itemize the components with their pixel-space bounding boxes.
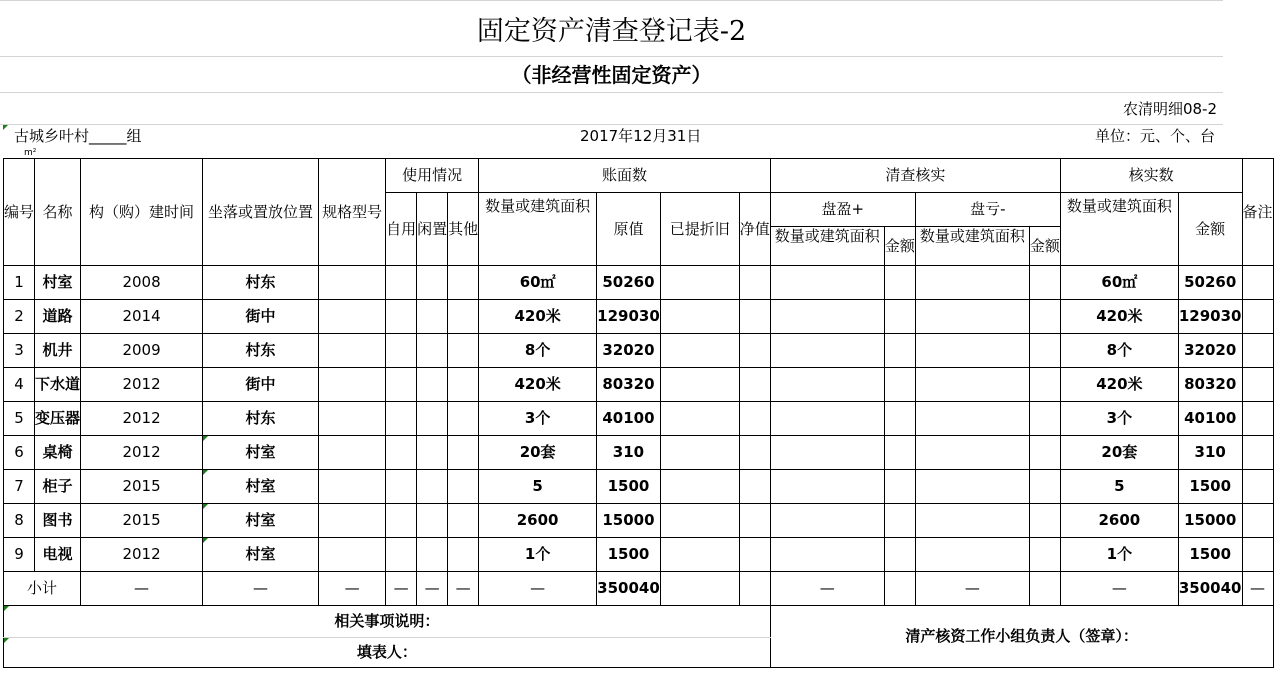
header-checked: 核实数 [1060, 159, 1242, 193]
cell-checked-qty: 1个 [1060, 538, 1178, 572]
cell-name: 柜子 [35, 470, 81, 504]
cell-id: 7 [4, 470, 35, 504]
table-row [4, 402, 1274, 436]
cell-id: 3 [4, 334, 35, 368]
header-build-time: 构（购）建时间 [81, 159, 203, 266]
cell-original: 40100 [597, 402, 661, 436]
cell-checked-amount: 129030 [1178, 300, 1242, 334]
cell-original: 50260 [597, 266, 661, 300]
subtotal-dash: — [770, 572, 884, 606]
cell-checked-amount: 40100 [1178, 402, 1242, 436]
cell-qty: 20套 [479, 436, 597, 470]
header-verify: 清查核实 [770, 159, 1060, 193]
cell-id: 9 [4, 538, 35, 572]
cell-checked-amount: 1500 [1178, 470, 1242, 504]
cell-name: 图书 [35, 504, 81, 538]
cell-name: 机井 [35, 334, 81, 368]
subtotal-dash: — [1242, 572, 1273, 606]
subtotal-dash: — [1060, 572, 1178, 606]
table-row [4, 368, 1274, 402]
subtotal-dash: — [479, 572, 597, 606]
cell-year: 2008 [81, 266, 203, 300]
subtotal-row [4, 572, 1274, 606]
header-original: 原值 [597, 193, 661, 266]
cell-id: 8 [4, 504, 35, 538]
header-deficit: 盘亏- [915, 193, 1060, 227]
cell-location: 村室 [203, 470, 319, 504]
subtotal-label: 小计 [4, 572, 81, 606]
cell-checked-amount: 50260 [1178, 266, 1242, 300]
cell-name: 下水道 [35, 368, 81, 402]
cell-location: 街中 [203, 300, 319, 334]
subtotal-dash: — [448, 572, 479, 606]
cell-id: 2 [4, 300, 35, 334]
table-row [4, 334, 1274, 368]
cell-checked-amount: 32020 [1178, 334, 1242, 368]
subtotal-dash: — [319, 572, 386, 606]
subtotal-original: 350040 [597, 572, 661, 606]
cell-original: 129030 [597, 300, 661, 334]
cell-id: 4 [4, 368, 35, 402]
cell-year: 2014 [81, 300, 203, 334]
header-idle: 闲置 [417, 193, 448, 266]
header-surplus-amount: 金额 [884, 227, 915, 266]
notes-label: 相关事项说明： [4, 606, 771, 638]
header-deficit-amount: 金额 [1029, 227, 1060, 266]
cell-checked-qty: 420米 [1060, 368, 1178, 402]
report-date: 2017年12月31日 [580, 127, 702, 145]
form-code: 农清明细08-2 [1122, 100, 1217, 118]
cell-qty: 3个 [479, 402, 597, 436]
cell-original: 1500 [597, 470, 661, 504]
cell-checked-qty: 5 [1060, 470, 1178, 504]
cell-checked-amount: 310 [1178, 436, 1242, 470]
cell-year: 2009 [81, 334, 203, 368]
cell-location: 村东 [203, 334, 319, 368]
cell-original: 1500 [597, 538, 661, 572]
cell-year: 2012 [81, 402, 203, 436]
cell-id: 1 [4, 266, 35, 300]
cell-year: 2012 [81, 368, 203, 402]
header-name: 名称 [35, 159, 81, 266]
subtotal-dash: — [203, 572, 319, 606]
table-row [4, 470, 1274, 504]
cell-original: 15000 [597, 504, 661, 538]
header-checked-qty: 数量或建筑面积 [1060, 193, 1178, 266]
cell-checked-qty: 2600 [1060, 504, 1178, 538]
header-deficit-qty: 数量或建筑面积 [915, 227, 1029, 266]
header-depreciation: 已提折旧 [660, 193, 739, 266]
cell-original: 32020 [597, 334, 661, 368]
cell-qty: 5 [479, 470, 597, 504]
header-surplus-qty: 数量或建筑面积 [770, 227, 884, 266]
cell-checked-qty: 3个 [1060, 402, 1178, 436]
header-location: 坐落或置放位置 [203, 159, 319, 266]
cell-location: 村室 [203, 504, 319, 538]
unit-label: 单位：元、个、台 [1094, 127, 1215, 145]
header-id: 编号 [4, 159, 35, 266]
cell-year: 2012 [81, 538, 203, 572]
header-checked-amount: 金额 [1178, 193, 1242, 266]
gridline [0, 56, 1223, 57]
cell-location: 村东 [203, 402, 319, 436]
table-row [4, 300, 1274, 334]
cell-name: 道路 [35, 300, 81, 334]
cell-name: 变压器 [35, 402, 81, 436]
filler-label: 填表人： [4, 638, 771, 668]
table-row [4, 266, 1274, 300]
cell-checked-qty: 60㎡ [1060, 266, 1178, 300]
header-book-qty: 数量或建筑面积 [479, 193, 597, 266]
header-spec: 规格型号 [319, 159, 386, 266]
cell-checked-amount: 1500 [1178, 538, 1242, 572]
cell-original: 310 [597, 436, 661, 470]
cell-year: 2012 [81, 436, 203, 470]
header-net: 净值 [739, 193, 770, 266]
village-label: 古城乡叶村_____组 [14, 127, 142, 145]
form-subtitle: （非经营性固定资产） [511, 63, 712, 87]
cell-checked-qty: 20套 [1060, 436, 1178, 470]
cell-qty: 420米 [479, 368, 597, 402]
table-row [4, 504, 1274, 538]
cell-year: 2015 [81, 470, 203, 504]
leader-signature-label: 清产核资工作小组负责人（签章）： [770, 606, 1273, 668]
subtotal-checked-amount: 350040 [1178, 572, 1242, 606]
cell-name: 电视 [35, 538, 81, 572]
cell-year: 2015 [81, 504, 203, 538]
cell-checked-amount: 80320 [1178, 368, 1242, 402]
cell-id: 5 [4, 402, 35, 436]
cell-name: 村室 [35, 266, 81, 300]
header-usage: 使用情况 [386, 159, 479, 193]
cell-checked-qty: 8个 [1060, 334, 1178, 368]
gridline [0, 0, 1223, 1]
table-row [4, 436, 1274, 470]
cell-qty: 420米 [479, 300, 597, 334]
cell-id: 6 [4, 436, 35, 470]
cell-checked-amount: 15000 [1178, 504, 1242, 538]
cell-location: 村东 [203, 266, 319, 300]
subtotal-dash: — [386, 572, 417, 606]
cell-location: 村室 [203, 538, 319, 572]
cell-qty: 2600 [479, 504, 597, 538]
gridline [0, 92, 1223, 93]
area-unit-note: m² [24, 148, 37, 158]
cell-qty: 60㎡ [479, 266, 597, 300]
header-book: 账面数 [479, 159, 771, 193]
subtotal-dash: — [81, 572, 203, 606]
header-self-use: 自用 [386, 193, 417, 266]
cell-comment-marker [3, 125, 8, 130]
header-other: 其他 [448, 193, 479, 266]
cell-original: 80320 [597, 368, 661, 402]
cell-location: 村室 [203, 436, 319, 470]
cell-location: 街中 [203, 368, 319, 402]
cell-checked-qty: 420米 [1060, 300, 1178, 334]
subtotal-dash: — [417, 572, 448, 606]
table-row [4, 538, 1274, 572]
cell-name: 桌椅 [35, 436, 81, 470]
header-surplus: 盘盈+ [770, 193, 915, 227]
asset-table [3, 158, 1274, 668]
cell-qty: 8个 [479, 334, 597, 368]
header-remark: 备注 [1242, 159, 1273, 266]
form-title: 固定资产清查登记表-2 [476, 16, 747, 47]
subtotal-dash: — [915, 572, 1029, 606]
cell-qty: 1个 [479, 538, 597, 572]
